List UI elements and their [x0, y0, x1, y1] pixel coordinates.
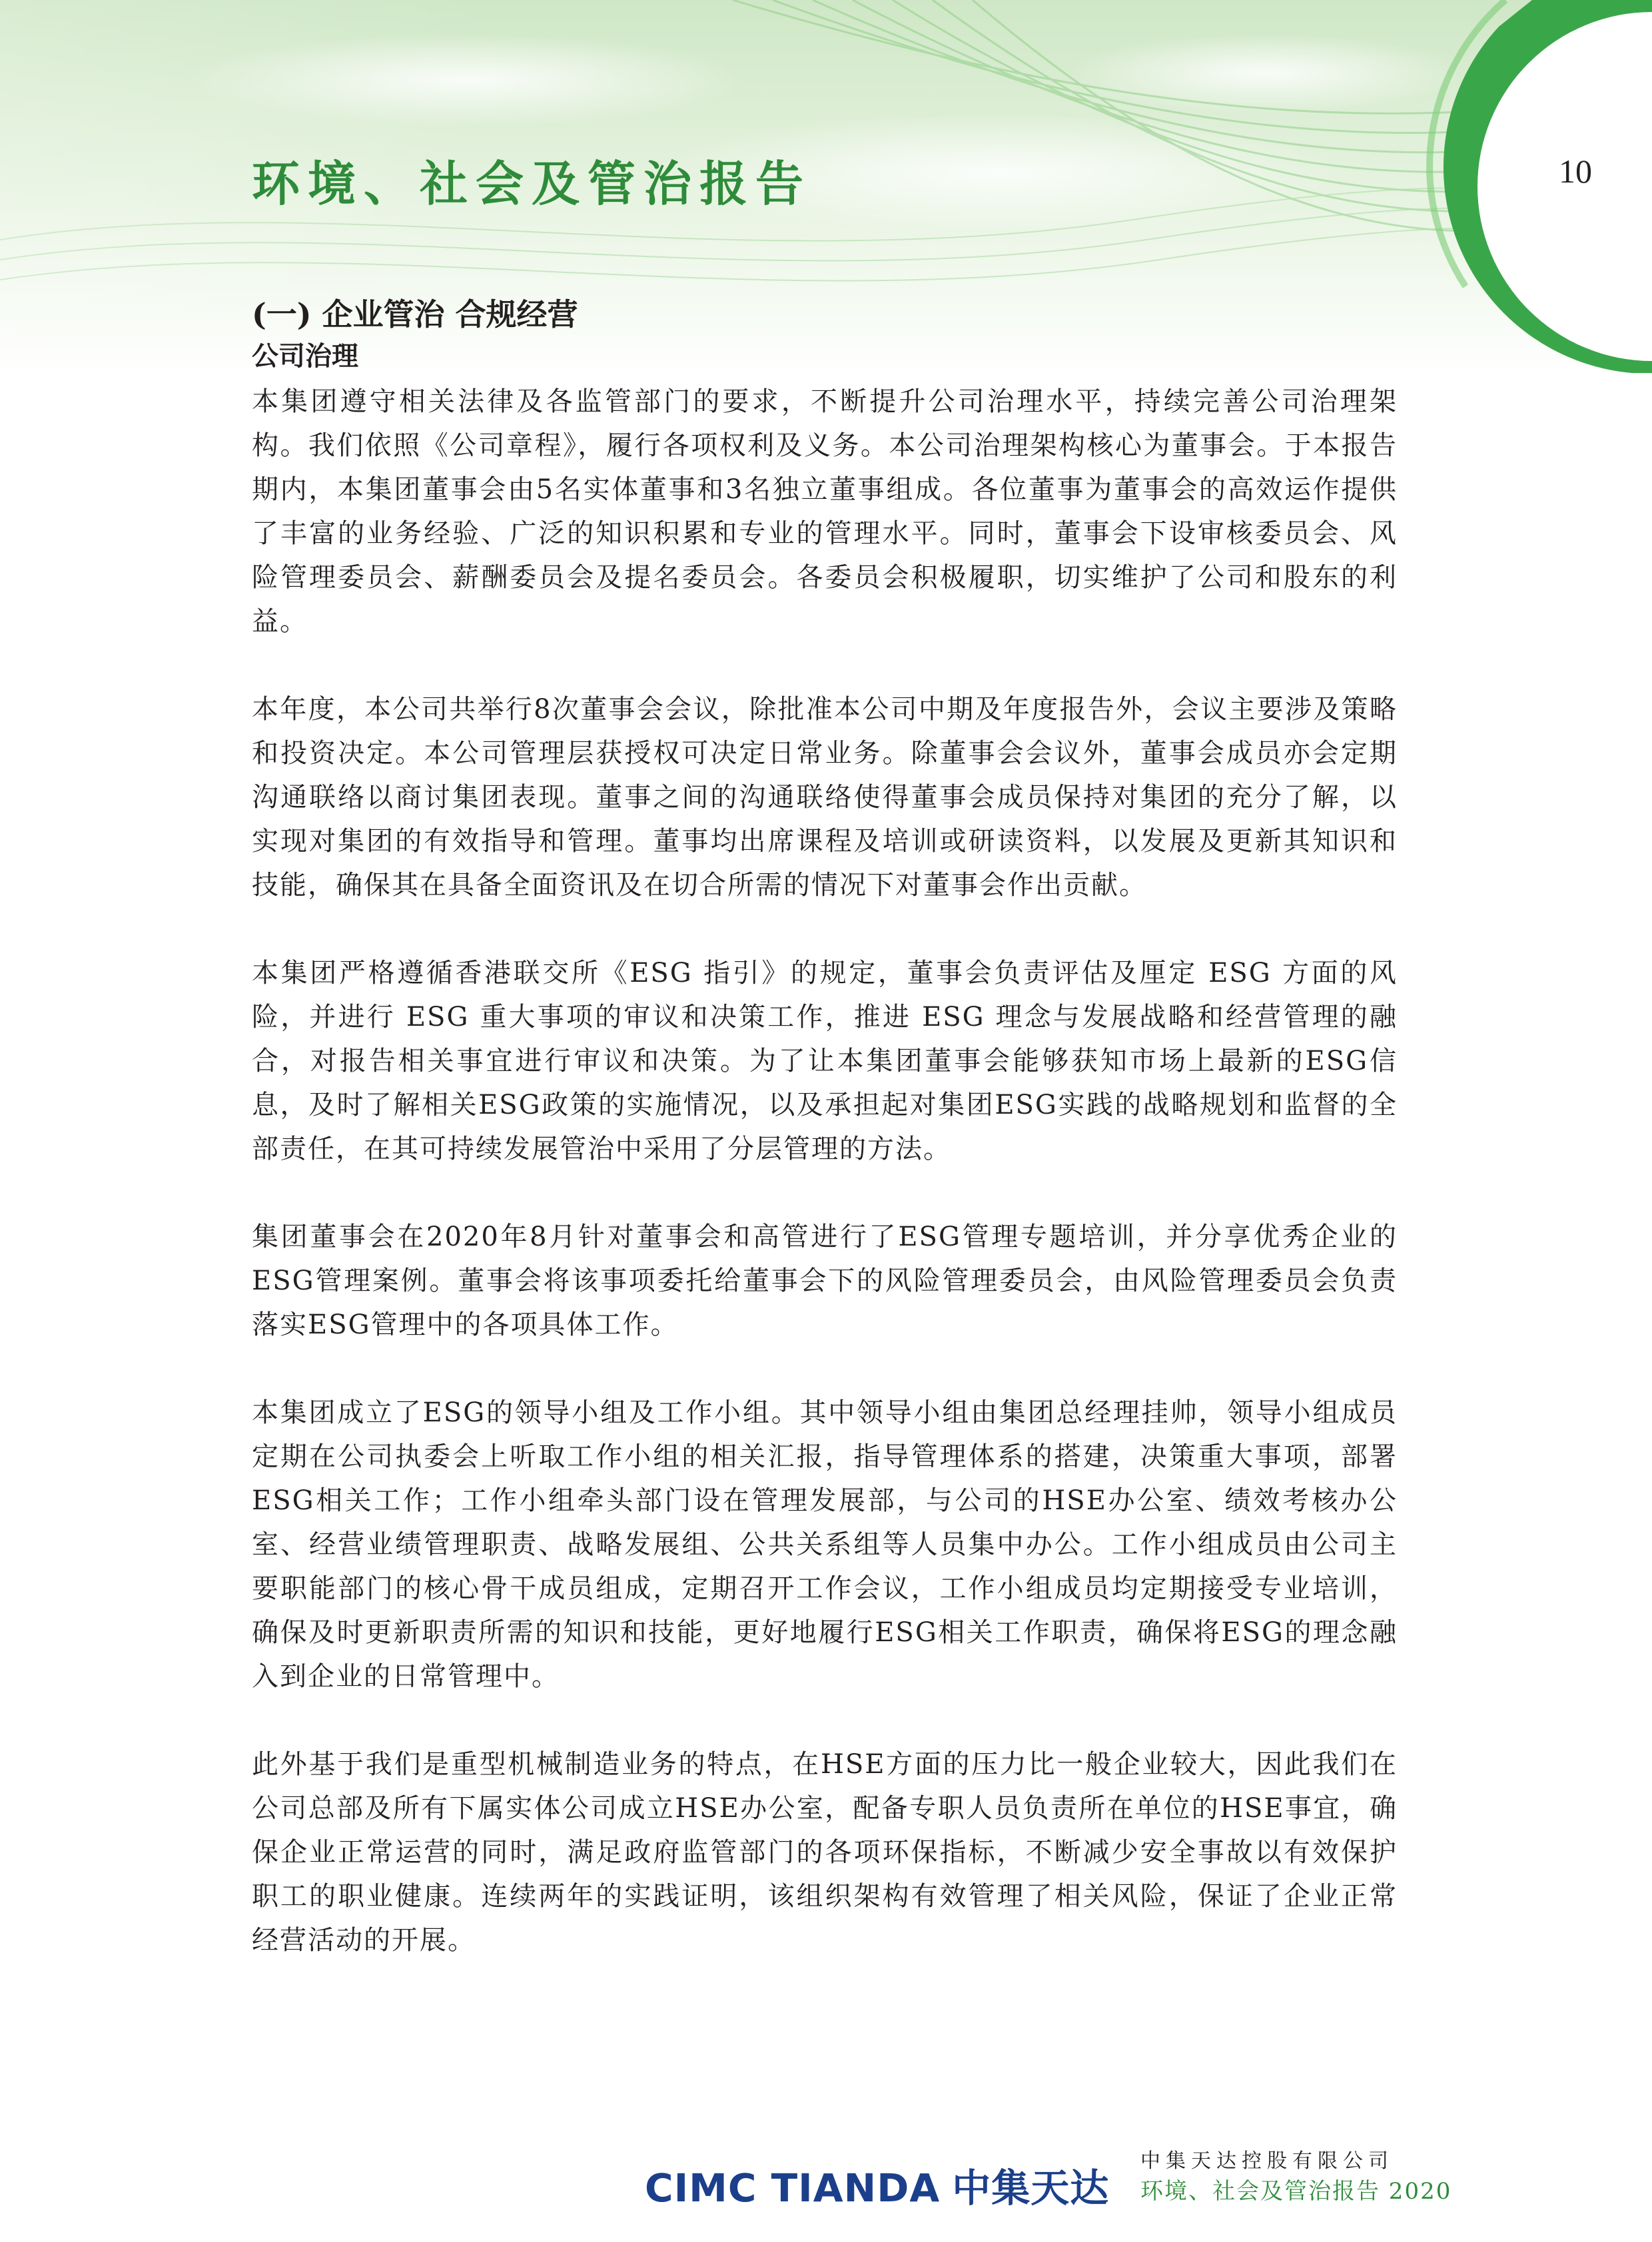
main-content	[252, 293, 1398, 2006]
paragraph: 本集团严格遵循香港联交所《ESG 指引》的规定，董事会负责评估及厘定 ESG 方面的风险，并进行 ESG 重大事项的审议和决策工作，推进 ESG 理念与发展战略和经营管理的融合，对报告相关事宜进行审议和决策。为了让本集团董事会能够获知市场上最新的ESG信息，及时了解相关ESG政策的实施情况，以及承担起对集团ESG实践的战略规划和监督的全部责任，在其可持续发展管治中采用了分层管理的方法。	[252, 958, 1398, 1164]
page-number: 10	[1559, 153, 1592, 190]
logo-text-cn: 中集天达	[952, 2165, 1110, 2211]
footer-info	[1140, 2147, 1451, 2207]
page-title: 环境、社会及管治报告	[252, 156, 812, 212]
company-logo	[645, 2157, 1109, 2213]
logo-text-en: CIMC TIANDA	[645, 2165, 941, 2211]
footer-company-name: 中集天达控股有限公司	[1140, 2149, 1394, 2173]
paragraph: 本年度，本公司共举行8次董事会会议，除批准本公司中期及年度报告外，会议主要涉及策略和投资决定。本公司管理层获授权可决定日常业务。除董事会会议外，董事会成员亦会定期沟通联络以商讨集团表现。董事之间的沟通联络使得董事会成员保持对集团的充分了解，以实现对集团的有效指导和管理。董事均出席课程及培训或研读资料，以发展及更新其知识和技能，确保其在具备全面资讯及在切合所需的情况下对董事会作出贡献。	[252, 694, 1398, 901]
paragraph: 集团董事会在2020年8月针对董事会和高管进行了ESG管理专题培训，并分享优秀企业的ESG管理案例。董事会将该事项委托给董事会下的风险管理委员会，由风险管理委员会负责落实ESG管理中的各项具体工作。	[252, 1222, 1398, 1340]
footer-report-name: 环境、社会及管治报告 2020	[1140, 2178, 1452, 2205]
paragraph: 本集团成立了ESG的领导小组及工作小组。其中领导小组由集团总经理挂帅，领导小组成员定期在公司执委会上听取工作小组的相关汇报，指导管理体系的搭建，决策重大事项，部署ESG相关工作；工作小组牵头部门设在管理发展部，与公司的HSE办公室、绩效考核办公室、经营业绩管理职责、战略发展组、公共关系组等人员集中办公。工作小组成员由公司主要职能部门的核心骨干成员组成，定期召开工作会议，工作小组成员均定期接受专业培训，确保及时更新职责所需的知识和技能，更好地履行ESG相关工作职责，确保将ESG的理念融入到企业的日常管理中。	[252, 1397, 1398, 1692]
section-heading: (一) 企业管治 合规经营	[252, 296, 578, 332]
sub-heading: 公司治理	[252, 340, 358, 372]
paragraph: 此外基于我们是重型机械制造业务的特点，在HSE方面的压力比一般企业较大，因此我们在公司总部及所有下属实体公司成立HSE办公室，配备专职人员负责所在单位的HSE事宜，确保企业正常运营的同时，满足政府监管部门的各项环保指标，不断减少安全事故以有效保护职工的职业健康。连续两年的实践证明，该组织架构有效管理了相关风险，保证了企业正常经营活动的开展。	[252, 1749, 1398, 1956]
paragraph: 本集团遵守相关法律及各监管部门的要求，不断提升公司治理水平，持续完善公司治理架构。我们依照《公司章程》，履行各项权利及义务。本公司治理架构核心为董事会。于本报告期内，本集团董事会由5名实体董事和3名独立董事组成。各位董事为董事会的高效运作提供了丰富的业务经验、广泛的知识积累和专业的管理水平。同时，董事会下设审核委员会、风险管理委员会、薪酬委员会及提名委员会。各委员会积极履职，切实维护了公司和股东的利益。	[252, 386, 1398, 637]
